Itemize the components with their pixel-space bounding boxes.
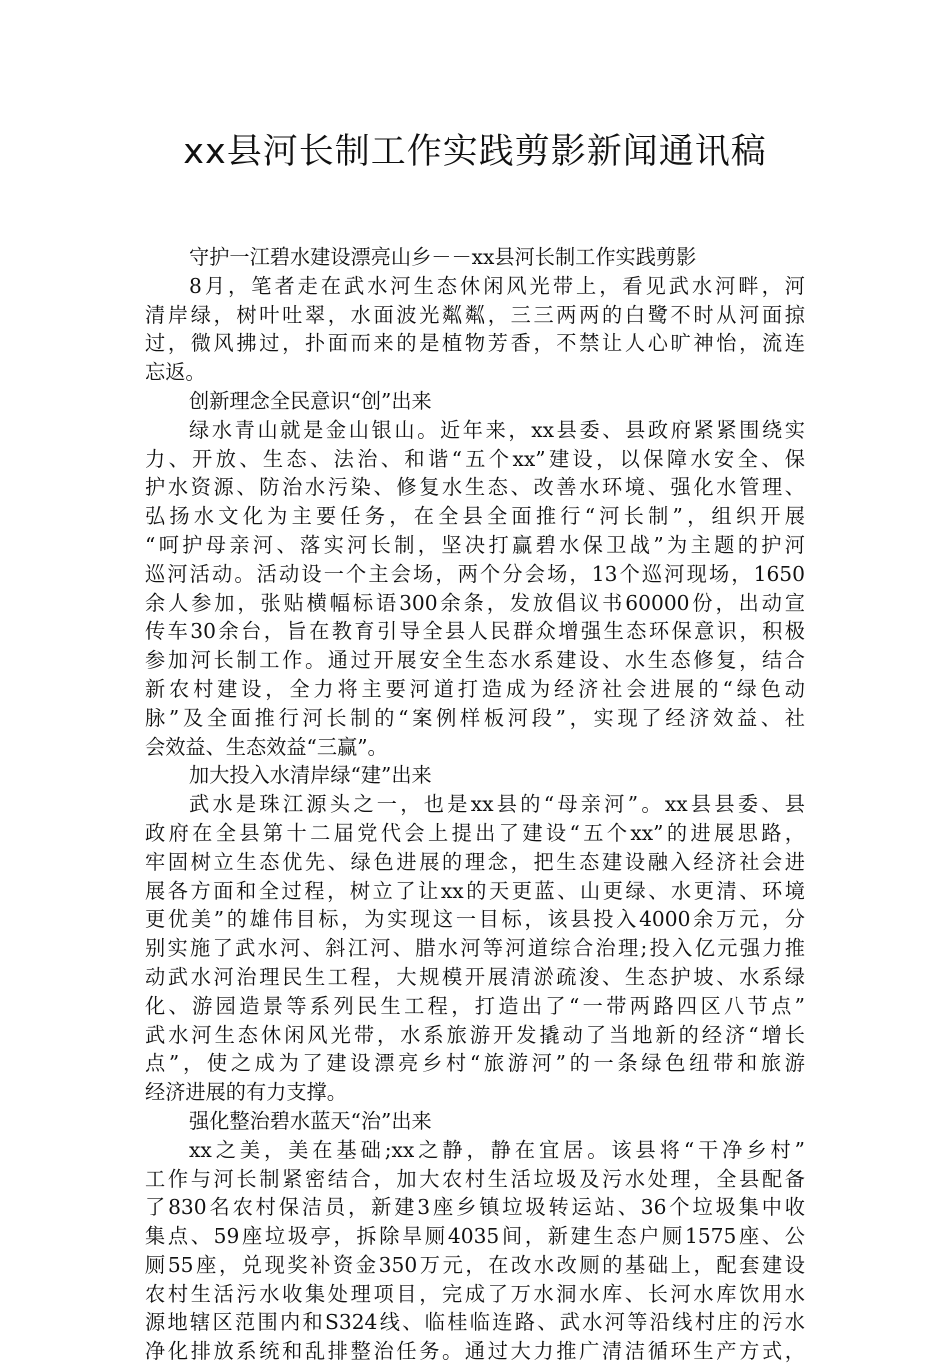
body-line: 参加河长制工作。通过开展安全生态水系建设、水生态修复，结合: [145, 648, 805, 673]
body-line: 集点、59座垃圾亭，拆除旱厕4035间，新建生态户厕1575座、公: [145, 1224, 805, 1249]
body-line: xx之美，美在基础;xx之静，静在宜居。该县将“干净乡村”: [189, 1137, 805, 1162]
body-line: 源地辖区范围内和S324线、临桂临连路、武水河等沿线村庄的污水: [145, 1310, 805, 1335]
body-line: 农村生活污水收集处理项目，完成了万水洞水库、长河水库饮用水: [145, 1281, 805, 1306]
body-line: 厕55座，兑现奖补资金350万元，在改水改厕的基础上，配套建设: [145, 1252, 805, 1277]
body-line: 绿水青山就是金山银山。近年来，xx县委、县政府紧紧围绕实: [189, 417, 805, 442]
body-line: 武水是珠江源头之一，也是xx县的“母亲河”。xx县县委、县: [189, 792, 805, 817]
body-line: 政府在全县第十二届党代会上提出了建设“五个xx”的进展思路，: [145, 820, 805, 845]
body-line: 强化整治碧水蓝天“治”出来: [189, 1108, 432, 1133]
body-line: 经济进展的有力支撑。: [145, 1080, 347, 1105]
body-line: 新农村建设，全力将主要河道打造成为经济社会进展的“绿色动: [145, 676, 805, 701]
body-line: 传车30余台，旨在教育引导全县人民群众增强生态环保意识，积极: [145, 619, 805, 644]
body-line: 会效益、生态效益“三赢”。: [145, 734, 388, 759]
body-line: 加大投入水清岸绿“建”出来: [189, 763, 432, 788]
body-line: 脉”及全面推行河长制的“案例样板河段”，实现了经济效益、社: [145, 705, 805, 730]
body-line: 护水资源、防治水污染、修复水生态、改善水环境、强化水管理、: [145, 475, 805, 500]
body-line: 更优美”的雄伟目标，为实现这一目标，该县投入4000余万元，分: [145, 907, 805, 932]
document-title: xx县河长制工作实践剪影新闻通讯稿: [183, 132, 767, 172]
body-line: 巡河活动。活动设一个主会场，两个分会场，13个巡河现场，1650: [145, 561, 805, 586]
body-line: 力、开放、生态、法治、和谐“五个xx”建设，以保障水安全、保: [145, 446, 805, 471]
body-line: 了830名农村保洁员，新建3座乡镇垃圾转运站、36个垃圾集中收: [145, 1195, 805, 1220]
body-line: 余人参加，张贴横幅标语300余条，发放倡议书60000份，出动宣: [145, 590, 805, 615]
document-body: [145, 243, 805, 1366]
body-line: 过，微风拂过，扑面而来的是植物芳香，不禁让人心旷神怡，流连: [145, 331, 805, 356]
body-line: 守护一江碧水建设漂亮山乡－－xx县河长制工作实践剪影: [189, 245, 697, 269]
body-line: 创新理念全民意识“创”出来: [189, 388, 432, 413]
body-line: 化、游园造景等系列民生工程，打造出了“一带两路四区八节点”: [145, 993, 805, 1018]
body-line: 忘返。: [145, 360, 206, 385]
body-line: 展各方面和全过程，树立了让xx的天更蓝、山更绿、水更清、环境: [145, 878, 805, 903]
body-line: “呵护母亲河、落实河长制，坚决打赢碧水保卫战”为主题的护河: [145, 532, 805, 557]
body-line: 弘扬水文化为主要任务，在全县全面推行“河长制”，组织开展: [145, 504, 805, 529]
body-line: 工作与河长制紧密结合，加大农村生活垃圾及污水处理，全县配备: [145, 1166, 805, 1191]
body-line: 武水河生态休闲风光带，水系旅游开发撬动了当地新的经济“增长: [145, 1022, 805, 1047]
body-line: 牢固树立生态优先、绿色进展的理念，把生态建设融入经济社会进: [145, 849, 805, 874]
body-line: 点”，使之成为了建设漂亮乡村“旅游河”的一条绿色纽带和旅游: [145, 1051, 805, 1076]
body-line: 8月，笔者走在武水河生态休闲风光带上，看见武水河畔，河: [189, 273, 805, 298]
body-line: 别实施了武水河、斜江河、腊水河等河道综合治理;投入亿元强力推: [145, 936, 805, 961]
body-line: 动武水河治理民生工程，大规模开展清淤疏浚、生态护坡、水系绿: [145, 964, 805, 989]
body-line: 净化排放系统和乱排整治任务。通过大力推广清洁循环生产方式，: [145, 1339, 805, 1364]
body-line: 清岸绿，树叶吐翠，水面波光粼粼，三三两两的白鹭不时从河面掠: [145, 302, 805, 327]
